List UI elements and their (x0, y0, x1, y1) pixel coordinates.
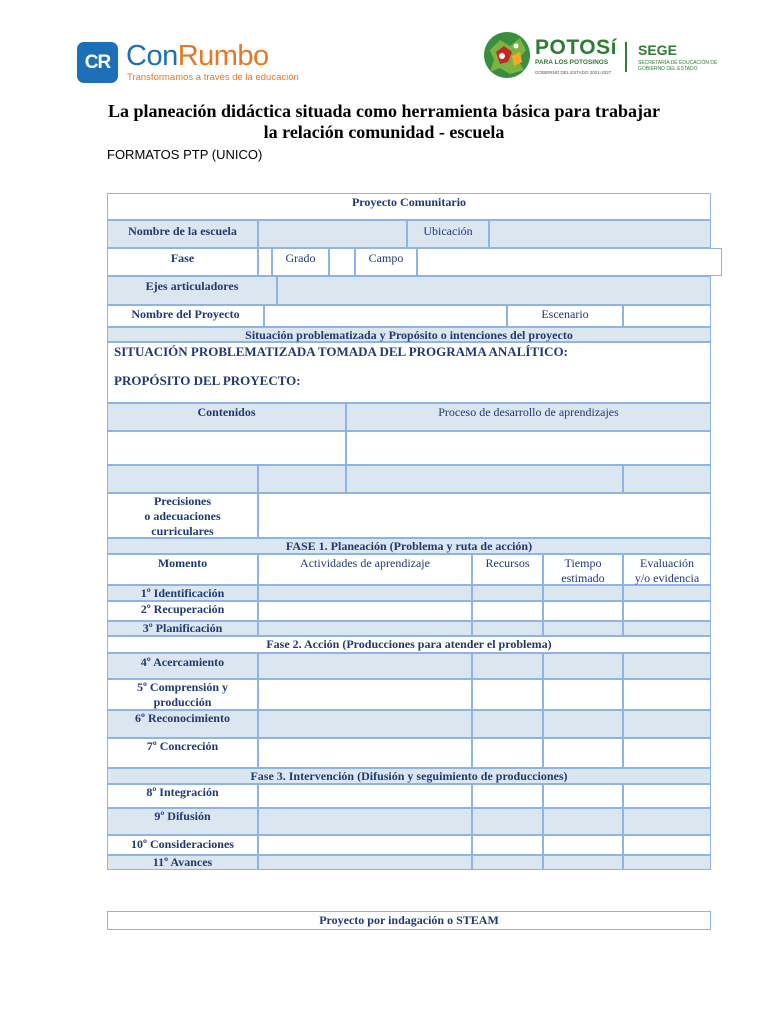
moment-11-label: 11º Avances (107, 855, 258, 870)
conrumbo-logo-tagline: Transformamos a través de la educación (127, 72, 299, 83)
moment-1-activities[interactable] (258, 585, 472, 601)
formats-label: FORMATOS PTP (UNICO) (107, 147, 263, 162)
situation-header: Situación problematizada y Propósito o intenciones del proyecto (107, 327, 711, 342)
moment-4-activities[interactable] (258, 653, 472, 679)
phase3-header: Fase 3. Intervención (Difusión y seguimiento de producciones) (107, 768, 711, 784)
school-name-field[interactable] (258, 220, 407, 248)
moment-6-evaluation[interactable] (623, 710, 711, 738)
moment-7-resources[interactable] (472, 738, 543, 768)
axes-field[interactable] (277, 276, 711, 305)
moment-3-evaluation[interactable] (623, 621, 711, 636)
field-label: Campo (355, 248, 417, 276)
moment-4-evaluation[interactable] (623, 653, 711, 679)
moment-5-line2: producción (153, 695, 212, 709)
contents-label: Contenidos (107, 403, 346, 431)
moment-9-activities[interactable] (258, 808, 472, 835)
situation-text: SITUACIÓN PROBLEMATIZADA TOMADA DEL PROGRAMA ANALÍTICO: (114, 344, 568, 359)
col-activities: Actividades de aprendizaje (258, 554, 472, 585)
moment-9-label: 9º Difusión (107, 808, 258, 835)
moment-5-time[interactable] (543, 679, 623, 710)
contents-extra-field-1[interactable] (107, 465, 258, 493)
school-name-label: Nombre de la escuela (107, 220, 258, 248)
moment-7-activities[interactable] (258, 738, 472, 768)
moment-5-label (107, 679, 258, 710)
potosi-subtitle: PARA LOS POTOSINOS (535, 59, 609, 66)
moment-9-evaluation[interactable] (623, 808, 711, 835)
sege-subtitle: SECRETARÍA DE EDUCACIÓN DE GOBIERNO DEL ESTADO (638, 60, 718, 72)
moment-10-resources[interactable] (472, 835, 543, 855)
col-eval-line2: y/o evidencia (634, 571, 700, 585)
document-title-line2: la relación comunidad - escuela (263, 122, 505, 142)
situation-block[interactable] (107, 342, 711, 403)
moment-5-evaluation[interactable] (623, 679, 711, 710)
location-label: Ubicación (407, 220, 489, 248)
moment-7-time[interactable] (543, 738, 623, 768)
moment-4-label: 4º Acercamiento (107, 653, 258, 679)
conrumbo-logo-name (126, 40, 269, 73)
steam-header: Proyecto por indagación o STEAM (107, 911, 711, 930)
purpose-text: PROPÓSITO DEL PROYECTO: (114, 373, 301, 388)
moment-1-label: 1º Identificación (107, 585, 258, 601)
document-title-line1: La planeación didáctica situada como herramienta básica para trabajar (108, 101, 660, 121)
potosi-government: GOBIERNO DEL ESTADO 2021-2027 (535, 70, 612, 75)
moment-8-resources[interactable] (472, 784, 543, 808)
col-time-line2: estimado (561, 571, 605, 585)
moment-2-label: 2º Recuperación (107, 601, 258, 621)
moment-6-activities[interactable] (258, 710, 472, 738)
location-field[interactable] (489, 220, 711, 248)
col-eval-line1: Evaluación (640, 556, 694, 570)
moment-11-evaluation[interactable] (623, 855, 711, 870)
precisions-line1: Precisiones (153, 494, 212, 508)
sege-title: SEGE (638, 42, 677, 58)
col-moment: Momento (107, 554, 258, 585)
process-label: Proceso de desarrollo de aprendizajes (346, 403, 711, 431)
moment-8-label: 8º Integración (107, 784, 258, 808)
moment-2-evaluation[interactable] (623, 601, 711, 621)
moment-11-activities[interactable] (258, 855, 472, 870)
moment-10-activities[interactable] (258, 835, 472, 855)
moment-3-activities[interactable] (258, 621, 472, 636)
moment-3-resources[interactable] (472, 621, 543, 636)
logo-separator (625, 42, 627, 72)
moment-2-time[interactable] (543, 601, 623, 621)
potosi-emblem-icon (482, 30, 532, 80)
col-resources: Recursos (472, 554, 543, 585)
moment-8-evaluation[interactable] (623, 784, 711, 808)
moment-8-time[interactable] (543, 784, 623, 808)
axes-label: Ejes articuladores (107, 276, 277, 305)
grade-field[interactable] (329, 248, 355, 276)
precisions-line3: curriculares (151, 524, 214, 538)
process-extra-field-2[interactable] (623, 465, 711, 493)
contents-extra-field-2[interactable] (258, 465, 346, 493)
moment-4-time[interactable] (543, 653, 623, 679)
moment-1-time[interactable] (543, 585, 623, 601)
moment-10-evaluation[interactable] (623, 835, 711, 855)
moment-11-resources[interactable] (472, 855, 543, 870)
moment-1-resources[interactable] (472, 585, 543, 601)
process-field[interactable] (346, 431, 711, 465)
moment-5-resources[interactable] (472, 679, 543, 710)
moment-1-evaluation[interactable] (623, 585, 711, 601)
moment-11-time[interactable] (543, 855, 623, 870)
moment-9-time[interactable] (543, 808, 623, 835)
moment-8-activities[interactable] (258, 784, 472, 808)
moment-10-time[interactable] (543, 835, 623, 855)
project-name-label: Nombre del Proyecto (107, 305, 264, 327)
project-name-field[interactable] (264, 305, 507, 327)
field-input[interactable] (417, 248, 722, 276)
col-time (543, 554, 623, 585)
moment-10-label: 10º Consideraciones (107, 835, 258, 855)
moment-2-resources[interactable] (472, 601, 543, 621)
moment-9-resources[interactable] (472, 808, 543, 835)
project-section-header: Proyecto Comunitario (107, 193, 711, 220)
conrumbo-logo-name-rumbo: Rumbo (177, 40, 269, 72)
grade-label: Grado (272, 248, 329, 276)
moment-7-evaluation[interactable] (623, 738, 711, 768)
moment-6-label: 6º Reconocimiento (107, 710, 258, 738)
moment-7-label: 7º Concreción (107, 738, 258, 768)
scenario-field[interactable] (623, 305, 711, 327)
precisions-field[interactable] (258, 493, 711, 538)
conrumbo-logo-badge: CR (77, 42, 118, 83)
moment-6-time[interactable] (543, 710, 623, 738)
moment-5-activities[interactable] (258, 679, 472, 710)
phase-field[interactable] (258, 248, 272, 276)
moment-4-resources[interactable] (472, 653, 543, 679)
process-extra-field-1[interactable] (346, 465, 623, 493)
moment-2-activities[interactable] (258, 601, 472, 621)
phase2-header: Fase 2. Acción (Producciones para atender el problema) (107, 636, 711, 653)
phase-label: Fase (107, 248, 258, 276)
conrumbo-logo-name-con: Con (126, 40, 178, 72)
potosi-title: POTOSí (535, 36, 617, 59)
moment-6-resources[interactable] (472, 710, 543, 738)
moment-3-label: 3º Planificación (107, 621, 258, 636)
col-evaluation (623, 554, 711, 585)
col-time-line1: Tiempo (564, 556, 602, 570)
contents-field[interactable] (107, 431, 346, 465)
precisions-line2: o adecuaciones (144, 509, 221, 523)
precisions-label (107, 493, 258, 538)
moment-5-line1: 5º Comprensión y (136, 680, 229, 694)
document-title (100, 101, 668, 143)
phase1-header: FASE 1. Planeación (Problema y ruta de acción) (107, 538, 711, 554)
moment-3-time[interactable] (543, 621, 623, 636)
scenario-label: Escenario (507, 305, 623, 327)
